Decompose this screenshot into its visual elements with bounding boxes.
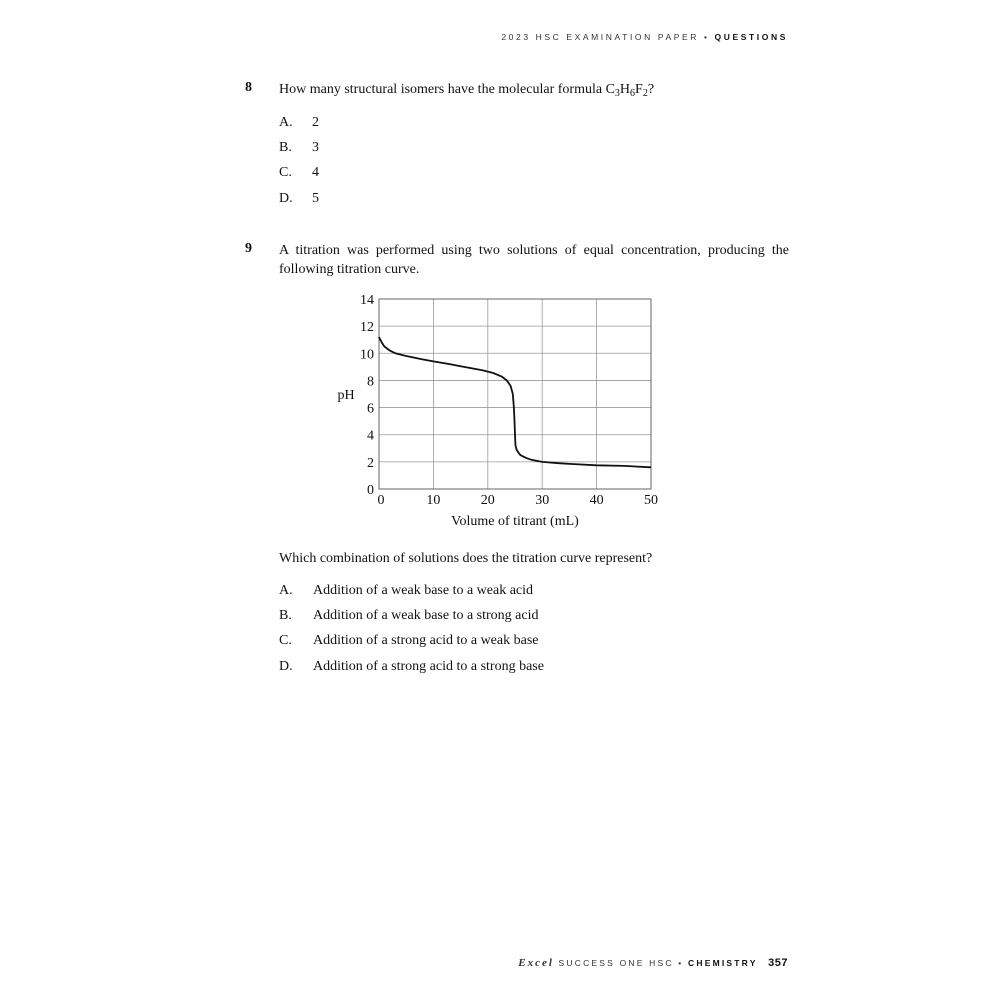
option-letter: C. — [279, 633, 292, 648]
option-text: Addition of a strong acid to a strong base — [313, 659, 544, 674]
titration-curve-chart — [330, 288, 670, 538]
option-text: 2 — [312, 115, 319, 130]
x-tick-label: 0 — [377, 493, 385, 508]
question-8-tail: ? — [647, 82, 655, 97]
option-letter: B. — [279, 140, 292, 155]
x-axis-label: Volume of titrant (mL) — [451, 514, 579, 529]
q8-option-d — [279, 191, 319, 207]
question-9-text: A titration was performed using two solutions of equal concentration, producing the following titration curve. — [279, 243, 789, 277]
x-tick-label: 30 — [535, 493, 550, 508]
running-head-separator: • — [703, 32, 710, 42]
y-tick-label: 10 — [360, 347, 374, 363]
q9-option-d — [279, 659, 544, 675]
question-9-prompt: Which combination of solutions does the titration curve represent? — [279, 551, 653, 566]
footer-series: SUCCESS ONE HSC — [558, 958, 674, 968]
page-number: 357 — [768, 957, 788, 969]
chart-grid — [379, 299, 651, 489]
x-tick-label: 20 — [480, 493, 495, 508]
q8-option-c — [279, 165, 319, 181]
y-tick-label: 8 — [367, 374, 374, 390]
y-tick-labels — [360, 293, 374, 498]
x-tick-label: 40 — [589, 493, 604, 508]
titration-curve-line — [379, 337, 651, 467]
formula-subscript-h: 6 — [630, 88, 636, 99]
option-text: 5 — [312, 191, 319, 206]
option-text: Addition of a weak base to a strong acid — [313, 608, 539, 623]
y-axis-label: pH — [337, 388, 355, 403]
x-tick-labels — [378, 493, 659, 508]
y-tick-label: 12 — [360, 320, 374, 336]
question-9-number: 9 — [245, 241, 252, 256]
q9-option-c — [279, 633, 539, 649]
q9-option-b — [279, 608, 539, 624]
formula-subscript-c: 3 — [614, 88, 620, 99]
option-letter: A. — [279, 115, 293, 130]
option-letter: A. — [279, 583, 293, 598]
y-tick-label: 0 — [367, 483, 374, 498]
page-footer — [518, 957, 788, 969]
x-tick-label: 50 — [644, 493, 658, 508]
q8-option-a — [279, 115, 319, 131]
option-text: 3 — [312, 140, 319, 155]
footer-separator: • — [678, 958, 684, 968]
formula-h: H — [619, 82, 631, 97]
chart-frame — [379, 299, 651, 489]
q9-option-a — [279, 583, 533, 599]
option-letter: C. — [279, 165, 292, 180]
footer-subject: CHEMISTRY — [688, 958, 758, 968]
y-tick-label: 4 — [367, 428, 374, 444]
question-8-text — [279, 80, 654, 99]
q8-option-b — [279, 140, 319, 156]
option-text: Addition of a weak base to a weak acid — [313, 583, 534, 598]
option-letter: D. — [279, 191, 293, 206]
question-8-stem: How many structural isomers have the molecular formula C — [279, 82, 615, 97]
formula-subscript-f: 2 — [642, 88, 648, 99]
x-tick-label: 10 — [426, 493, 441, 508]
option-text: Addition of a strong acid to a weak base — [313, 633, 539, 648]
question-8-number: 8 — [245, 80, 252, 95]
y-tick-label: 2 — [367, 455, 374, 471]
footer-brand: Excel — [518, 957, 554, 969]
option-text: 4 — [312, 165, 319, 180]
option-letter: B. — [279, 608, 292, 623]
option-letter: D. — [279, 659, 293, 674]
running-head-section: QUESTIONS — [714, 32, 788, 42]
running-head-title: 2023 HSC EXAMINATION PAPER — [501, 32, 700, 42]
y-tick-label: 6 — [367, 401, 374, 417]
formula-f: F — [635, 82, 643, 97]
y-tick-label: 14 — [360, 293, 374, 308]
running-head — [501, 32, 788, 42]
